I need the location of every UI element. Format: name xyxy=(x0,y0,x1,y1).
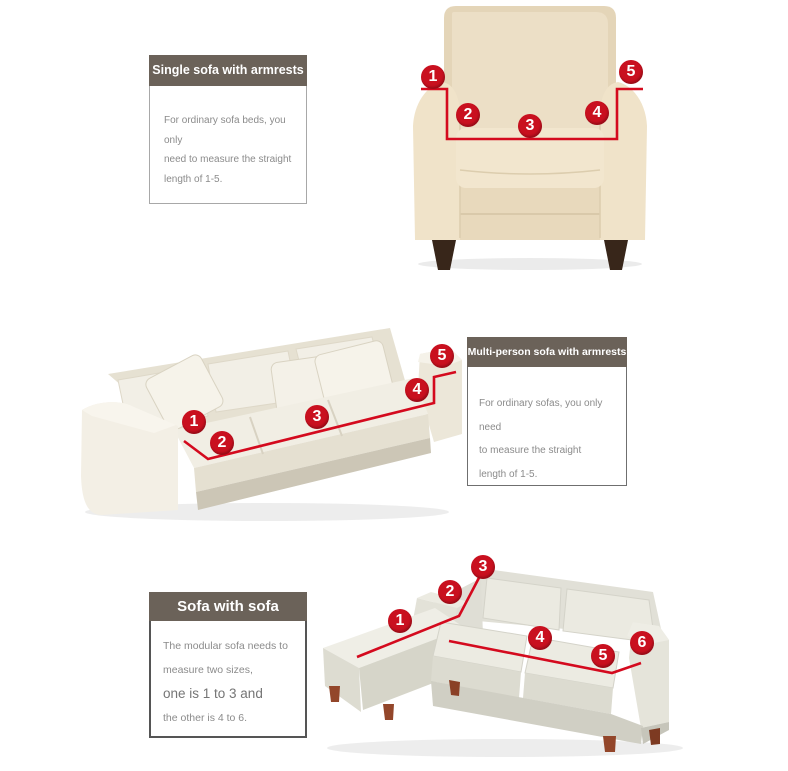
marker-multi-3: 3 xyxy=(305,405,329,429)
info-box-multi-sofa-title: Multi-person sofa with armrests xyxy=(467,337,627,367)
marker-multi-1: 1 xyxy=(182,410,206,434)
info-line: need to measure the straight xyxy=(164,154,292,165)
info-box-sectional-sofa xyxy=(149,592,307,738)
info-line: For ordinary sofas, you only need xyxy=(479,398,603,433)
marker-single-2: 2 xyxy=(456,103,480,127)
marker-sectional-5: 5 xyxy=(591,644,615,668)
marker-multi-5: 5 xyxy=(430,344,454,368)
info-box-multi-sofa-body xyxy=(468,367,626,486)
marker-sectional-1: 1 xyxy=(388,609,412,633)
marker-single-4: 4 xyxy=(585,101,609,125)
marker-single-5: 5 xyxy=(619,60,643,84)
info-box-multi-sofa xyxy=(467,337,627,486)
info-line: The modular sofa needs to xyxy=(163,640,288,652)
info-line: For ordinary sofa beds, you only xyxy=(164,115,286,146)
info-line: the other is 4 to 6. xyxy=(163,712,248,724)
marker-multi-4: 4 xyxy=(405,378,429,402)
info-box-single-sofa-title: Single sofa with armrests xyxy=(149,55,307,86)
three-seat-sofa-photo xyxy=(62,312,464,524)
marker-sectional-3: 3 xyxy=(471,555,495,579)
marker-single-3: 3 xyxy=(518,114,542,138)
info-line: length of 1-5. xyxy=(479,468,538,480)
info-box-single-sofa xyxy=(149,55,307,204)
info-line: to measure the straight xyxy=(479,445,582,456)
info-box-sectional-sofa-title: Sofa with sofa xyxy=(149,592,307,621)
info-box-sectional-sofa-body xyxy=(151,621,305,730)
marker-multi-2: 2 xyxy=(210,431,234,455)
marker-sectional-2: 2 xyxy=(438,580,462,604)
info-box-single-sofa-body xyxy=(150,86,306,189)
info-line: measure two sizes, xyxy=(163,664,253,676)
marker-sectional-4: 4 xyxy=(528,626,552,650)
marker-sectional-6: 6 xyxy=(630,631,654,655)
info-line: length of 1-5. xyxy=(164,173,223,185)
info-line: one is 1 to 3 and xyxy=(163,686,263,701)
marker-single-1: 1 xyxy=(421,65,445,89)
